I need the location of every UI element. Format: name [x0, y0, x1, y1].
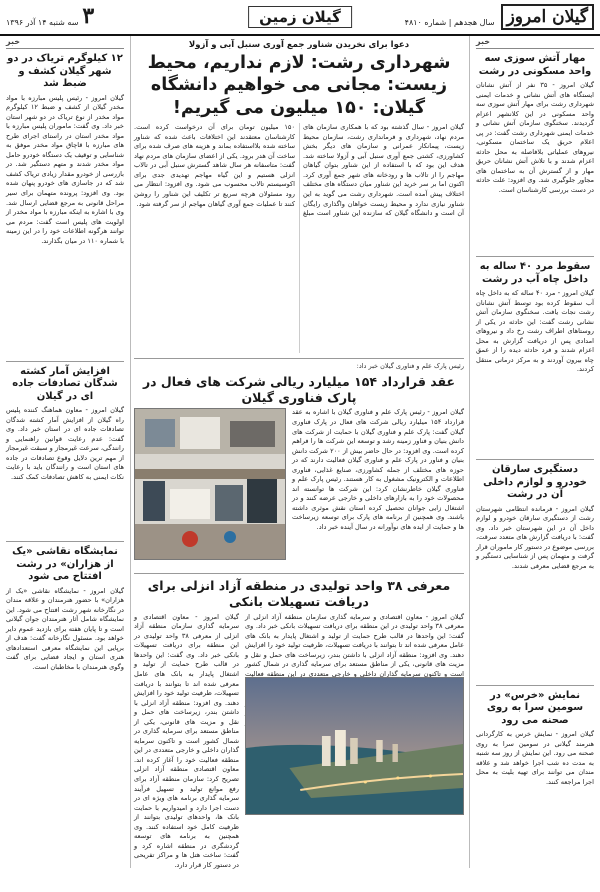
center-articles: [134, 36, 464, 868]
divider: [134, 573, 464, 574]
news-body: گیلان امروز - رئیس پلیس مبارزه با مواد مخدر گیلان از کشف و ضبط ۱۲ کیلوگرم مواد مخدر از نوع تریاک در دو شهر استان خبر داد. وی گفت: ماموران پلیس مبارزه با مواد مخدر استان در راستای اجرای طرح های مبارزه با قاچاق مواد مخدر موفق به شناسایی و توقیف یک دستگاه خودرو حامل مواد مخدر شدند و متهم دستگیر شد. در بازرسی از خودرو مقدار زیادی تریاک کشف شد که در جاسازی های خودرو پنهان شده بود. وی افزود: پرونده متهمان برای سیر مراحل قانونی به مرجع قضایی ارسال شد. وی با اشاره به اینکه مبارزه با مواد مخدر از اولویت های پلیس است گفت: مردم می توانند هرگونه اطلاعات خود را در این زمینه با شماره ۱۱۰ در میان بگذارند.: [6, 93, 124, 245]
news-headline: نمایش «خرس» در سومین سرا به روی صحنه می رود: [486, 689, 584, 726]
coastal-photo: [245, 677, 464, 815]
article-block: [134, 612, 464, 869]
newspaper-logo: گیلان امروز: [501, 4, 594, 30]
news-body: گیلان امروز - فرمانده انتظامی شهرستان رشت از دستگیری سارقان خودرو و لوازم داخل آن در این شهرستان خبر داد. وی گفت: با دریافت گزارش های متعدد سرقت، بررسی موضوع در دستور کار ماموران قرار گرفت و متهمان پس از شناسایی دستگیر و به مرجع قضایی معرفی شدند.: [476, 504, 594, 570]
divider: [476, 685, 594, 686]
article-text-area: [245, 613, 464, 813]
divider: [476, 459, 594, 460]
masthead-right: [405, 4, 594, 30]
news-headline: افزایش آمار کشته شدگان تصادفات جاده ای در گیلان: [12, 365, 118, 402]
masthead-left: [6, 4, 94, 28]
masthead: [0, 0, 600, 36]
news-body: گیلان امروز - نمایش خرس به کارگردانی هنرمند گیلانی در سومین سرا به روی صحنه می رود. این نمایش از روز سه شنبه به مدت ده شب اجرا خواهد شد و علاقه مندان می توانند برای تهیه بلیت به محل اجرا مراجعه کنند.: [476, 730, 594, 786]
page-number: ۳: [82, 3, 95, 29]
main-headline: شهرداری رشت: لازم نداریم، محیط زیست: مجانی می خواهیم دانشگاه گیلان: ۱۵۰ میلیون می گیریم!: [147, 53, 451, 118]
article-headline: عقد قرارداد ۱۵۴ میلیارد ریالی شرکت های فعال در پارک فناوری گیلان: [142, 374, 456, 405]
news-body: گیلان امروز - معاون هماهنگ کننده پلیس راه گیلان از افزایش آمار کشته شدگان تصادفات جاده ای در استان خبر داد. وی گفت: عدم رعایت قوانین راهنمایی و رانندگی، سرعت غیرمجاز و سبقت غیرمجاز از مهم ترین دلایل وقوع تصادفات در جاده های استان است و رانندگان باید با رعایت نکات ایمنی به کاهش تصادفات کمک کنند.: [6, 406, 124, 481]
article-supertitle: رئیس پارک علم و فناوری گیلان خبر داد:: [356, 362, 464, 371]
left-news-column: [6, 36, 131, 868]
issue-number: سال هجدهم | شماره ۴۸۱۰: [404, 18, 495, 27]
lab-photo: [134, 408, 286, 560]
news-body: گیلان امروز - نمایشگاه نقاشی «یک از هزاران» با حضور هنرمندان و علاقه مندان در نگارخانه شهر رشت افتتاح می شود. این نمایشگاه شامل آثار هنرمندان جوان گیلانی است و تا پایان هفته برای بازدید عموم دایر خواهد بود. مسئول نگارخانه گفت: هدف از برپایی این نمایشگاه معرفی استعدادهای هنری استان و ایجاد فضایی برای گفت وگوی هنرمندان با مخاطبان است.: [6, 586, 124, 671]
article-body: گیلان امروز - سال گذشته بود که با همکاری سازمان های مردم نهاد، شهرداری و فرمانداری رشت، سازمان محیط زیست، پیمانکار عمرانی و سازمان های دیگر بخش کشاورزی، کشتی جمع آوری سنبل آبی و آزولا ساخته شد. هدف این بود که با استفاده از این شناور بتوان گیاهان مهاجم را از تالاب ها و رودخانه های شهر جمع آوری کرد. اکنون اما بر سر خرید این شناور میان دستگاه های مختلف اختلاف پیش آمده است. شهرداری رشت می گوید به این شناور نیازی ندارد و محیط زیست خواهان واگذاری رایگان آن است و دانشگاه گیلان که سازنده این شناور است مبلغ ۱۵۰ میلیون تومان برای آن درخواست کرده است. کارشناسان معتقدند این اختلافات باعث شده که شناور ساخته شده بلااستفاده بماند و هزینه های صرف شده برای ساخت آن هدر برود. یکی از اعضای سازمان های مردم نهاد گفت: متاسفانه هر سال شاهد گسترش سنبل آبی در تالاب انزلی هستیم و این گیاه مهاجم تهدیدی جدی برای اکوسیستم تالاب محسوب می شود. وی افزود: انتظار می رود مسئولان هرچه سریع تر تکلیف این شناور را روشن کنند تا عملیات جمع آوری گیاهان مهاجم از سر گرفته شود.: [134, 123, 464, 218]
issue-date: سه شنبه ۱۴ آذر ۱۳۹۶: [6, 18, 79, 27]
divider: [134, 358, 464, 359]
article-headline: معرفی ۳۸ واحد تولیدی در منطقه آزاد انزلی برای دریافت تسهیلات بانکی: [147, 578, 451, 610]
news-body: گیلان امروز - ۳۵ نفر از آتش نشانان ایستگاه های آتش نشانی و خدمات ایمنی شهرداری رشت برای مهار آتش سوزی سه واحد مسکونی در این کلانشهر اعزام گردیدند. سخنگوی سازمان آتش نشانی و خدمات ایمنی شهرداری رشت گفت: در پی اعلام حریق یک ساختمان مسکونی، نیروهای عملیاتی بلافاصله به محل حادثه اعزام شدند و با تلاش آتش نشانان حریق مهار و از گسترش آن به ساختمان های مجاور جلوگیری شد. وی افزود: علت حادثه در دست بررسی کارشناسان است.: [476, 81, 594, 195]
article-body-lead: گیلان امروز - معاون اقتصادی و سرمایه گذاری سازمان منطقه آزاد انزلی از معرفی ۳۸ واحد تولیدی در این منطقه برای دریافت تسهیلات بانکی خبر داد. وی گفت: این واحدها در قالب طرح حمایت از تولید و اشتغال پایدار به بانک های عامل معرفی شده اند تا بتوانند با دریافت تسهیلات، ظرفیت تولید خود را افزایش دهند. وی افزود: منطقه آزاد انزلی با داشتن بندر، زیرساخت های حمل و نقل و مزیت های قانونی، یکی از مناطق مستعد برای سرمایه گذاری در شمال کشور است و تاکنون سرمایه گذاران داخلی و خارجی متعددی در این منطقه فعالیت: [245, 612, 464, 678]
article-block: [134, 408, 464, 568]
news-headline: نمایشگاه نقاشی «یک از هزاران» در رشت افتتاح می شود: [12, 546, 118, 582]
divider: [6, 541, 124, 542]
divider: [6, 361, 124, 362]
article-body: گیلان امروز - رئیس پارک علم و فناوری گیلان با اشاره به عقد قرارداد ۱۵۴ میلیارد ریالی شرکت های فعال در پارک فناوری گیلان گفت: پارک علم و فناوری گیلان با حمایت از شرکت های دانش بنیان و فناور زمینه رشد و توسعه این شرکت ها را فراهم کرده است. وی افزود: در حال حاضر بیش از ۲۰۰ شرکت دانش بنیان و فناور در پارک علم و فناوری گیلان فعالیت دارند که در حوزه های مختلف از جمله کشاورزی، صنایع غذایی، فناوری اطلاعات و الکترونیک مشغول به کار هستند. رئیس پارک علم و فناوری گیلان خاطرنشان کرد: این شرکت ها توانسته اند محصولات خود را به بازارهای داخلی و خارجی عرضه کنند و در اشتغال زایی جوانان تحصیل کرده استان نقش موثری داشته باشند. وی همچنین از برنامه های پارک برای توسعه زیرساخت ها و حمایت از ایده های نوآورانه در سال آینده خبر داد.: [292, 408, 464, 531]
column-label: خبر: [476, 36, 594, 49]
news-headline: ۱۲ کیلوگرم تریاک در دو شهر گیلان کشف و ضبط شد: [7, 53, 123, 89]
news-headline: مهار آتش سوزی سه واحد مسکونی در رشت: [478, 53, 592, 77]
right-news-column: [469, 36, 594, 868]
news-headline: دستگیری سارقان خودرو و لوازم داخلی آن در رشت: [483, 464, 587, 500]
section-title: گیلان زمین: [248, 6, 352, 28]
article-body: گیلان امروز - معاون اقتصادی و سرمایه گذاری سازمان منطقه آزاد انزلی از معرفی ۳۸ واحد تولیدی در این منطقه برای دریافت تسهیلات بانکی خبر داد. وی گفت: این واحدها در قالب طرح حمایت از تولید و اشتغال پایدار به بانک های عامل معرفی شده اند تا بتوانند با دریافت تسهیلات، ظرفیت تولید خود را افزایش دهند. وی افزود: منطقه آزاد انزلی با داشتن بندر، زیرساخت های حمل و نقل و مزیت های قانونی، یکی از مناطق مستعد برای سرمایه گذاری در شمال کشور است و تاکنون سرمایه گذاران داخلی و خارجی متعددی در این منطقه فعالیت خود را آغاز کرده اند. معاون اقتصادی منطقه آزاد انزلی تصریح کرد: سازمان منطقه آزاد برای رفع موانع تولید و تسهیل فرآیند سرمایه گذاری برنامه های ویژه ای در دست اجرا دارد و امیدواریم با حمایت بانک ها، واحدهای تولیدی بتوانند از ظرفیت کامل خود استفاده کنند. وی همچنین به برنامه های توسعه گردشگری در منطقه اشاره کرد و گفت: ساخت هتل ها و مراکز تفریحی در دستور کار قرار دارد.: [134, 612, 239, 869]
divider: [476, 256, 594, 257]
column-label: خبر: [6, 36, 124, 49]
news-body: گیلان امروز - مرد ۴۰ ساله که به داخل چاه آب سقوط کرده بود توسط آتش نشانان رشت نجات یافت. سخنگوی سازمان آتش نشانی رشت گفت: این حادثه در یکی از روستاهای اطراف رشت رخ داد و نیروهای امدادی پس از دریافت گزارش به محل اعزام شدند و فرد حادثه دیده را از عمق چاه بیرون آوردند و به مرکز درمانی منتقل کردند.: [476, 289, 594, 374]
article-supertitle: دعوا برای نخریدن شناور جمع آوری سنبل آبی و آزولا: [188, 40, 410, 50]
news-headline: سقوط مرد ۴۰ ساله به داخل چاه آب در رشت: [479, 261, 591, 285]
